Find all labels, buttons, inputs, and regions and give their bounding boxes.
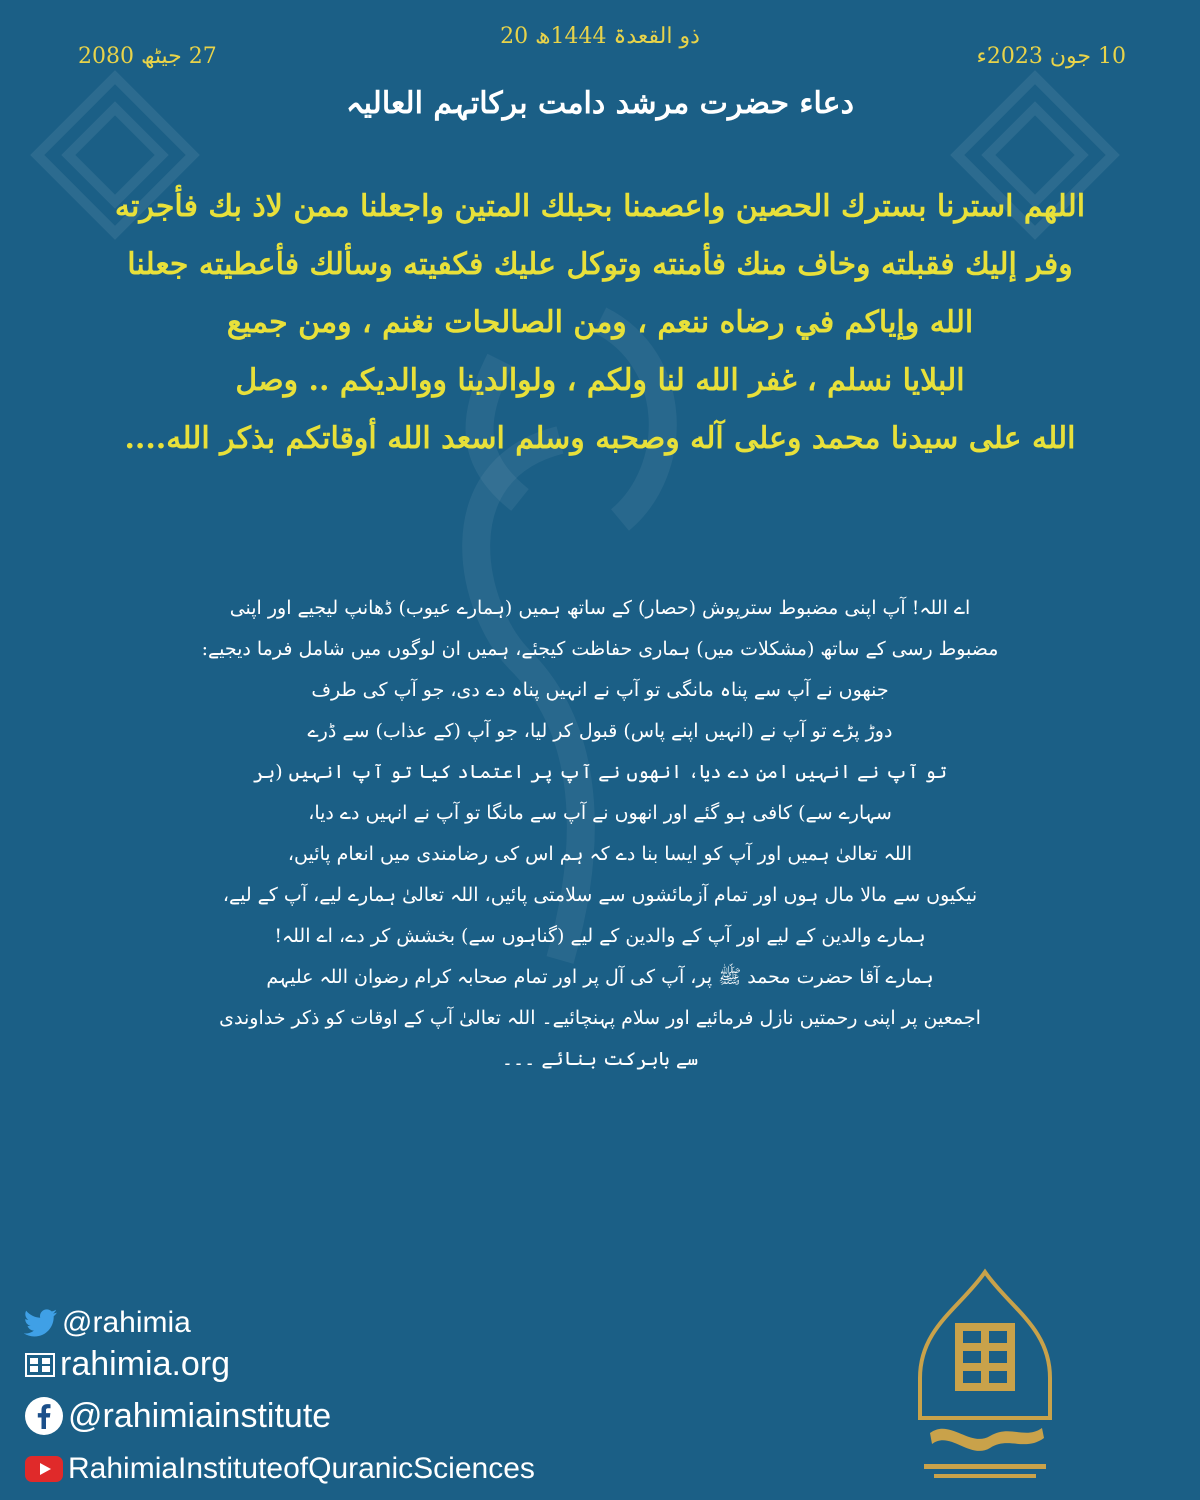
urdu-translation-line: نیکیوں سے مالا مال ہوں اور تمام آزمائشوں سے سلامتی پائیں، اللہ تعالیٰ ہمارے لیے، آپ کے لیے، (222, 884, 978, 906)
date-bikrami: 27 جیٹھ 2080 (78, 44, 217, 69)
facebook-handle: @rahimiainstitute (68, 1396, 332, 1435)
urdu-translation-text (150, 588, 1050, 1080)
arabic-dua-text (90, 178, 1110, 468)
urdu-translation-line: دوڑ پڑے تو آپ نے (انہیں اپنے پاس) قبول کر لیا، جو آپ (کے عذاب) سے ڈرے (307, 720, 893, 742)
arabic-dua-line: البلايا نسلم ، غفر الله لنا ولكم ، ولوالدينا ووالديكم .. وصل (235, 363, 965, 398)
urdu-translation-line: سہارے سے) کافی ہو گئے اور انھوں نے آپ سے مانگا تو آپ نے انہیں دے دیا، (308, 802, 892, 824)
arabic-dua-line: وفر إليك فقبلته وخاف منك فأمنته وتوكل عليك فكفيته وسألك فأعطيته جعلنا (127, 247, 1073, 282)
facebook-link[interactable] (24, 1396, 331, 1436)
urdu-translation-line: اجمعین پر اپنی رحمتیں نازل فرمائیے اور سلام پہنچائیے۔ اللہ تعالیٰ آپ کے اوقات کو ذکر خداوندی (219, 1007, 981, 1029)
twitter-icon (24, 1309, 58, 1337)
facebook-icon (24, 1396, 64, 1436)
urdu-translation-line: مضبوط رسی کے ساتھ (مشکلات میں) ہماری حفاظت کیجئے، ہمیں ان لوگوں میں شامل فرما دیجیے: (201, 638, 999, 660)
page-title: دعاء حضرت مرشد دامت برکاتہم العالیہ (346, 86, 854, 121)
twitter-link[interactable] (24, 1306, 191, 1340)
youtube-link[interactable] (24, 1452, 535, 1486)
urdu-translation-line: سے بابرکت بنائے ۔۔۔ (501, 1048, 699, 1070)
urdu-translation-line: اللہ تعالیٰ ہمیں اور آپ کو ایسا بنا دے کہ ہم اس کی رضامندی میں انعام پائیں، (287, 843, 913, 865)
website-url: rahimia.org (60, 1345, 231, 1383)
arabic-dua-line: اللهم استرنا بسترك الحصين واعصمنا بحبلك المتين واجعلنا ممن لاذ بك فأجرته (114, 189, 1086, 224)
twitter-handle: @rahimia (62, 1306, 191, 1339)
youtube-icon (24, 1455, 64, 1483)
urdu-translation-line: تو آپ نے انہیں امن دے دیا، انھوں نے آپ پر اعتماد کیا تو آپ انہیں (ہر (252, 761, 948, 783)
urdu-translation-line: جنھوں نے آپ سے پناہ مانگی تو آپ نے انہیں پناہ دے دی، جو آپ کی طرف (311, 679, 889, 701)
website-link[interactable] (24, 1345, 230, 1384)
urdu-translation-line: ہمارے والدین کے لیے اور آپ کے والدین کے لیے (گناہوں سے) بخشش کر دے، اے اللہ! (274, 925, 926, 947)
date-hijri: 20 ذو القعدۃ 1444ھ (500, 24, 700, 49)
youtube-channel: RahimiaInstituteofQuranicSciences (68, 1452, 535, 1485)
date-gregorian: 10 جون 2023ء (976, 44, 1126, 69)
website-icon (24, 1351, 56, 1379)
arabic-dua-line: الله على سيدنا محمد وعلى آله وصحبه وسلم اسعد الله أوقاتكم بذكر الله.... (124, 421, 1076, 456)
arabic-dua-line: الله وإياكم في رضاه ننعم ، ومن الصالحات نغنم ، ومن جميع (226, 305, 974, 340)
rahimia-logo (910, 1268, 1060, 1490)
urdu-translation-line: ہمارے آقا حضرت محمد ﷺ پر، آپ کی آل پر اور تمام صحابہ کرام رضوان اللہ علیہم (266, 966, 934, 988)
urdu-translation-line: اے اللہ! آپ اپنی مضبوط سترپوش (حصار) کے ساتھ ہمیں (ہمارے عیوب) ڈھانپ لیجیے اور اپنی (229, 597, 971, 619)
